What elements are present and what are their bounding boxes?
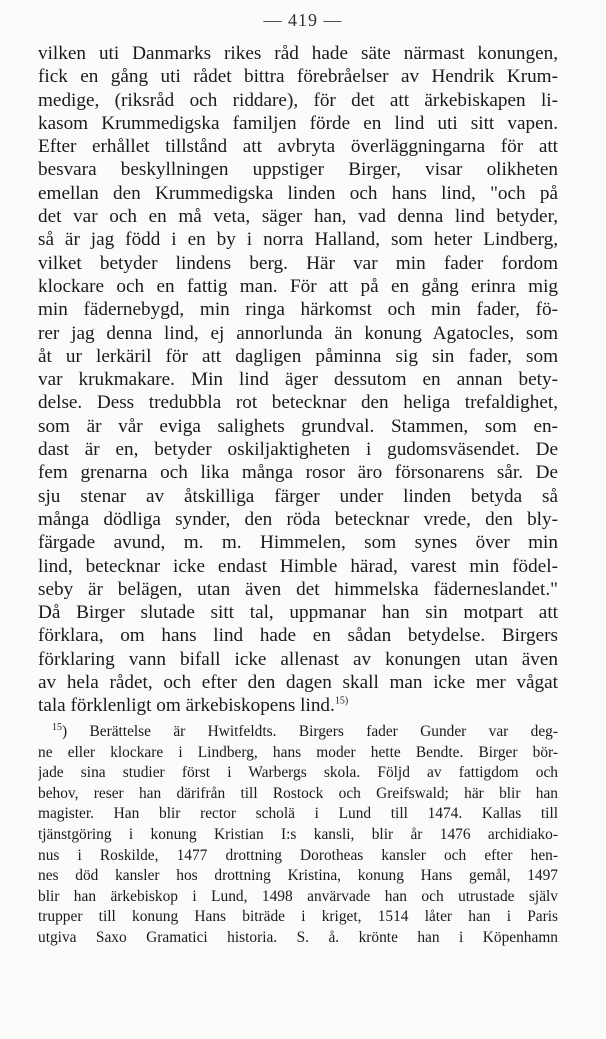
text-line: så är jag född i en by i norra Halland, som heter Lindberg, xyxy=(38,229,558,251)
text-line: besvara beskyllningen uppstiger Birger, visar olikheten xyxy=(38,159,558,181)
footnote-line: tjänstgöring i konung Kristian I:s kansli, blir år 1476 archidiako- xyxy=(38,825,558,843)
footnote-line: behov, reser han därifrån till Rostock och Greifswald; här blir han xyxy=(38,784,558,802)
footnote-line: ne eller klockare i Lindberg, hans moder hette Bendte. Birger bör- xyxy=(38,743,558,761)
last-line-text: tala förklenligt om ärkebiskopens lind. xyxy=(38,695,335,717)
text-line: förklara, om hans lind hade en sådan betydelse. Birgers xyxy=(38,625,558,647)
footnote-number: 15 xyxy=(52,722,62,733)
text-line: färgade avund, m. m. Himmelen, som synes över min xyxy=(38,532,558,554)
footnote-ref-number: 15 xyxy=(334,695,345,707)
text-line: som är vår eviga salighets grundval. Stammen, som en- xyxy=(38,415,558,437)
text-line: många dödliga synder, den röda betecknar vrede, den bly- xyxy=(38,508,558,530)
text-line: medige, (riksråd och riddare), för det att ärkebiskapen li- xyxy=(38,89,558,111)
text-line: fem grenarna och lika många rosor äro försonarens sår. De xyxy=(38,462,558,484)
footnote xyxy=(38,722,558,949)
page-number: — 419 — xyxy=(263,10,343,30)
text-line: dast är en, betyder oskiljaktigheten i gudomsväsendet. De xyxy=(38,439,558,461)
footnote-line: blir han ärkebiskop i Lund, 1498 anvärvade han och utrustade själv xyxy=(38,887,558,905)
footnote-line: jade sina studier först i Warbergs skola. Följd av fattigdom och xyxy=(38,764,558,782)
text-line: förklaring vann bifall icke allenast av konungen utan även xyxy=(38,648,558,670)
text-line: fick en gång uti rådet bittra förebråelser av Hendrik Krum- xyxy=(38,66,558,88)
text-line: lind, betecknar icke endast Himble härad, varest min födel- xyxy=(38,555,558,577)
text-line: var krukmakare. Min lind äger dessutom en annan bety- xyxy=(38,369,558,391)
text-line: delse. Dess tredubbla rot betecknar den heliga trefaldighet, xyxy=(38,392,558,414)
text-line: det var och en må veta, säger han, vad denna lind betyder, xyxy=(38,206,558,228)
text-line: seby är belägen, utan även det himmelska fäderneslandet." xyxy=(38,578,558,600)
text-line: av hela rådet, och efter den dagen skall man icke mer vågat xyxy=(38,672,558,694)
footnote-line: nes död kansler hos drottning Kristina, konung Hans gemål, 1497 xyxy=(38,867,558,885)
text-line: emellan den Krummedigska linden och hans lind, "och på xyxy=(38,182,558,204)
footnote-reference: 15) xyxy=(334,695,349,707)
text-line: kasom Krummedigska familjen förde en lind uti sitt vapen. xyxy=(38,112,558,134)
footnote-first-text: ) Berättelse är Hwitfeldts. Birgers fader Gunder var deg- xyxy=(62,723,558,740)
footnote-line: utgiva Saxo Gramatici historia. S. å. krönte han i Köpenhamn xyxy=(38,928,558,946)
footnote-line: trupper till konung Hans biträde i kriget, 1514 låter han i Paris xyxy=(38,908,558,926)
text-line: vilket betyder lindens berg. Här var min fader fordom xyxy=(38,252,558,274)
text-line: Efter erhållet tillstånd att avbryta överläggningarna för att xyxy=(38,136,558,158)
main-text xyxy=(38,42,558,718)
text-line: min fädernebygd, min ringa härkomst och min fader, fö- xyxy=(38,299,558,321)
footnote-line: magister. Han blir rector scholä i Lund till 1474. Kallas till xyxy=(38,805,558,823)
text-line: klockare och en fattig man. För att på en gång erinra mig xyxy=(38,275,558,297)
text-line: sju stenar av åtskilliga färger under linden betyda så xyxy=(38,485,558,507)
text-line: rer jag denna lind, ej annorlunda än konung Agatocles, som xyxy=(38,322,558,344)
text-line: åt ur lerkäril för att dagligen påminna sig sin fader, som xyxy=(38,345,558,367)
text-line: vilken uti Danmarks rikes råd hade säte närmast konungen, xyxy=(38,43,558,64)
text-line-last xyxy=(38,694,558,717)
footnote-line-first xyxy=(38,722,558,743)
text-line: Då Birger slutade sitt tal, uppmanar han sin motpart att xyxy=(38,602,558,624)
footnote-line: nus i Roskilde, 1477 drottning Dorotheas kansler och efter hen- xyxy=(38,846,558,864)
